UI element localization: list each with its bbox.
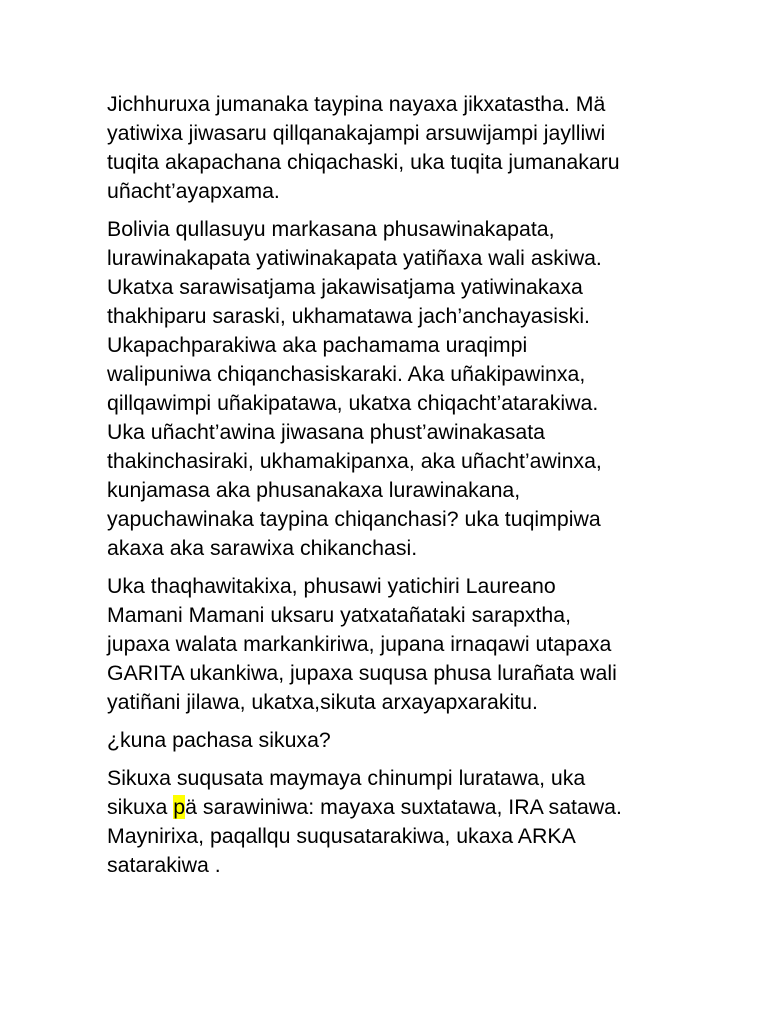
paragraph-intro: Jichhuruxa jumanaka taypina nayaxa jikxatastha. Mä yatiwixa jiwasaru qillqanakajampi arsuwijampi jaylliwi tuqita akapachana chiqachaski, uka tuqita jumanakaru uñacht’ayapxama. bbox=[107, 92, 620, 203]
paragraph-research: Uka thaqhawitakixa, phusawi yatichiri Laureano Mamani Mamani uksaru yatxatañataki sarapxtha, jupaxa walata markankiriwa, jupana irnaqawi utapaxa GARITA ukankiwa, jupaxa suqusa phusa lurañata wali yatiñani jilawa, ukatxa,sikuta arxayapxarakitu. bbox=[107, 574, 617, 714]
siku-rest: Maynirixa, paqallqu suqusatarakiwa, ukaxa ARKA satarakiwa . bbox=[107, 824, 576, 877]
document-body bbox=[107, 90, 667, 889]
paragraph-question: ¿kuna pachasa sikuxa? bbox=[107, 728, 331, 752]
highlighted-text: p bbox=[173, 795, 186, 819]
paragraph-bolivia: Bolivia qullasuyu markasana phusawinakapata, lurawinakapata yatiwinakapata yatiñaxa wali askiwa. Ukatxa sarawisatjama jakawisatjama yatiwinakaxa thakhiparu saraski, ukhamatawa jach’anchayasiski. Ukapachparakiwa aka pachamama uraqimpi walipuniwa chiqanchasiskaraki. Aka uñakipawinxa, qillqawimpi uñakipatawa, ukatxa chiqacht’atarakiwa. Uka uñacht’awina jiwasana phust’awinakasata thakinchasiraki, ukhamakipanxa, aka uñacht’awinxa, kunjamasa aka phusanakaxa lurawinakana, yapuchawinaka taypina chiqanchasi? uka tuqimpiwa akaxa aka sarawixa chikanchasi. bbox=[107, 217, 602, 560]
paragraph-siku bbox=[107, 764, 667, 880]
siku-line-2-before: sikuxa bbox=[107, 795, 174, 819]
siku-line-1: Sikuxa suqusata maymaya chinumpi luratawa, uka bbox=[107, 766, 586, 790]
siku-line-2-after: ä sarawiniwa: mayaxa suxtatawa, IRA satawa. bbox=[185, 795, 622, 819]
